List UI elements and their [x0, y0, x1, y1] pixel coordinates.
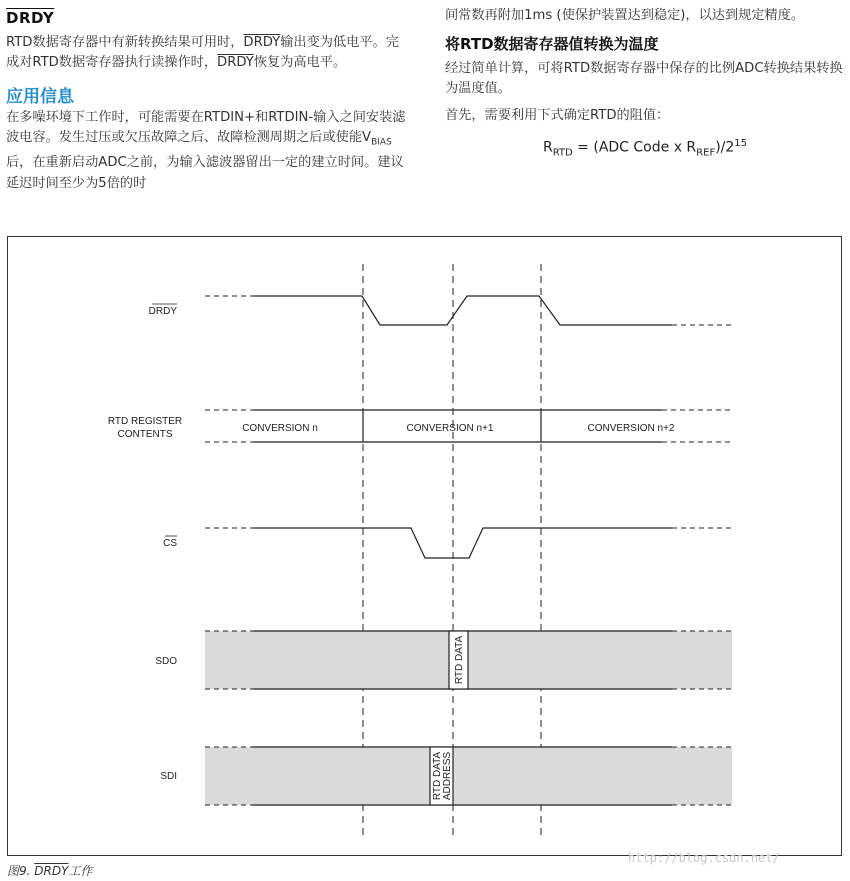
drdy-section-heading: DRDY [6, 9, 55, 27]
left-column [6, 8, 408, 194]
drdy-signal-label: DRDY [148, 306, 177, 317]
register-label-line1: RTD REGISTER [107, 416, 183, 427]
sdo-rtd-data: RTD DATA [454, 635, 465, 685]
rtd-formula: $R_{RTD} = (ADC$ Code x $R_{REF})/2^{15}$ [542, 138, 748, 159]
conversion-n-plus-1: CONVERSION n+1 [406, 423, 494, 434]
watermark-url: http://blog.csdn.net/ [628, 851, 780, 865]
convert-paragraph: 经过简单计算，可将RTD数据寄存器中保存的比例ADC转换结果转换为温度值。 [445, 60, 843, 96]
cs-signal-label: CS [163, 538, 177, 549]
register-label-line2: CONTENTS [117, 429, 173, 440]
conversion-n-plus-2: CONVERSION n+2 [587, 423, 675, 434]
figure-caption: 图9. DRDY工作 [7, 864, 93, 878]
sdo-signal-label: SDO [155, 656, 177, 667]
application-info-paragraph: 在多噪环境下工作时，可能需要在RTDIN+和RTDIN-输入之间安装滤波电容。发生过压或欠压故障之后、故障检测周期之后或使能$V_{BIAS}$后，在重新启动ADC之前，为输入滤波器留出一定的建立时间。建议延迟时间至少为5倍的时 [6, 109, 406, 191]
caption-drdy: DRDY [34, 864, 69, 878]
application-info-heading: 应用信息 [6, 86, 74, 107]
convert-heading: 将RTD数据寄存器值转换为温度 [445, 34, 659, 53]
drdy-overline-text: DRDY [243, 34, 281, 50]
drdy-paragraph: RTD数据寄存器中有新转换结果可用时，DRDY输出变为低电平。完成对RTD数据寄存器执行读操作时，DRDY恢复为高电平。 [6, 34, 399, 70]
sdi-signal-label: SDI [160, 771, 177, 782]
right-column [445, 6, 845, 164]
conversion-n: CONVERSION n [242, 423, 318, 434]
first-step-paragraph: 首先，需要利用下式确定RTD的阻值： [445, 107, 670, 123]
drdy-overline-text: DRDY [217, 55, 254, 70]
timing-diagram-svg [7, 236, 842, 856]
continued-paragraph: 间常数再附加1ms (使保护装置达到稳定)，以达到规定精度。 [445, 8, 805, 23]
sdi-address: ADDRESS [442, 751, 453, 801]
timing-diagram [7, 236, 842, 856]
sdi-rtd-data: RTD DATA [432, 751, 443, 801]
sdi-bus-fill [205, 747, 732, 805]
